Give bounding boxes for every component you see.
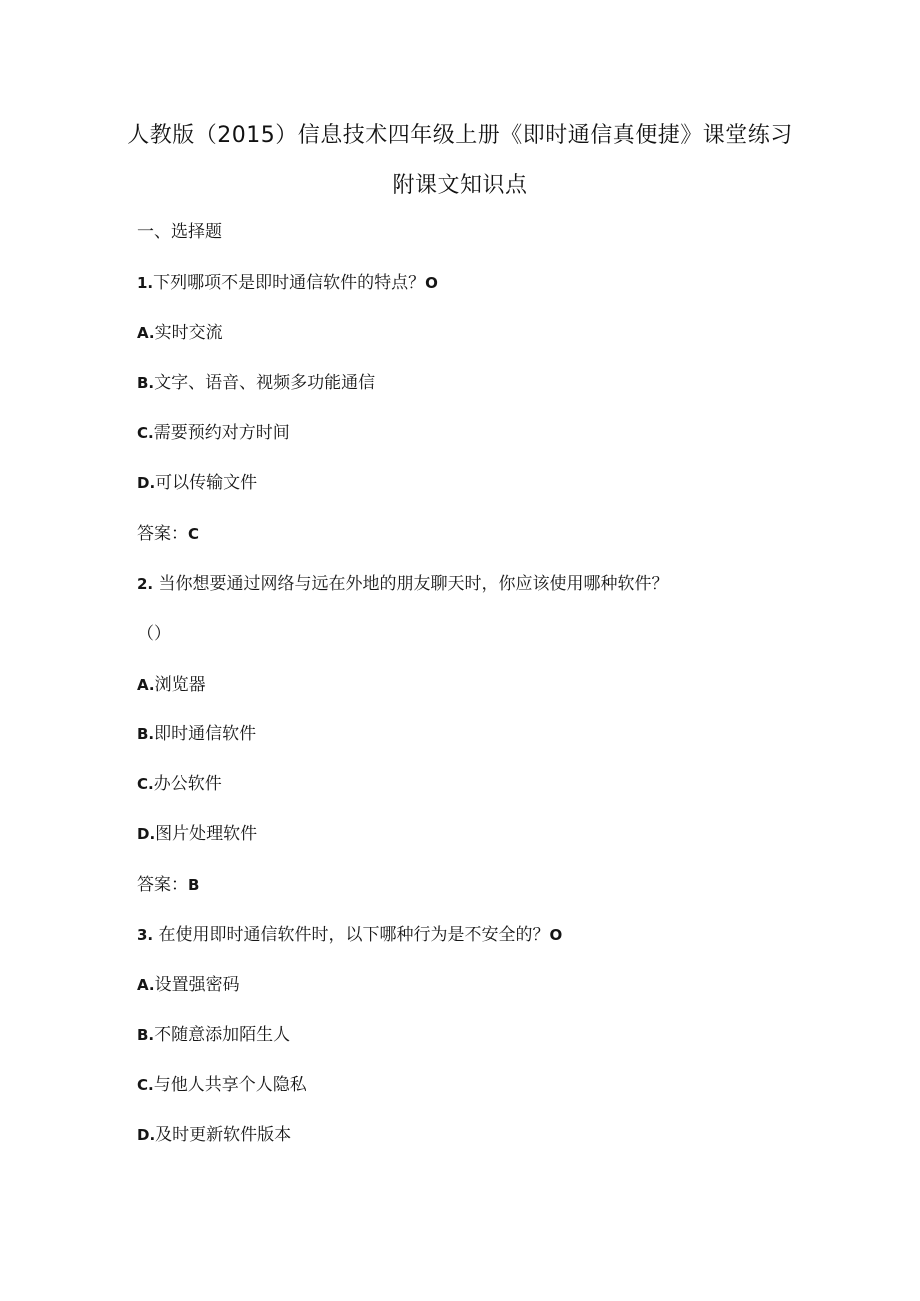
answer-value: B — [188, 876, 200, 894]
option-d — [137, 471, 257, 495]
option-c — [137, 1073, 307, 1097]
question-3 — [137, 923, 562, 947]
question-text: 当你想要通过网络与远在外地的朋友聊天时，你应该使用哪种软件？ — [153, 574, 669, 594]
option-letter: B. — [137, 1026, 155, 1044]
option-a — [137, 321, 223, 345]
question-text: 下列哪项不是即时通信软件的特点？ — [153, 273, 426, 293]
option-letter: B. — [137, 374, 155, 392]
answer-line — [137, 522, 199, 546]
option-a — [137, 673, 206, 697]
answer-blank: O — [549, 926, 563, 944]
option-d — [137, 822, 257, 846]
question-2 — [137, 572, 669, 596]
document-title: 人教版（2015）信息技术四年级上册《即时通信真便捷》课堂练习 — [127, 123, 793, 148]
option-letter: A. — [137, 976, 155, 994]
document-subtitle: 附课文知识点 — [392, 173, 528, 198]
answer-blank: O — [425, 274, 438, 292]
option-letter: D. — [137, 474, 156, 492]
question-number: 2. — [137, 575, 154, 593]
question-number: 1. — [137, 274, 154, 292]
answer-value: C — [188, 525, 200, 543]
option-text: 即时通信软件 — [154, 724, 257, 744]
option-letter: A. — [137, 324, 155, 342]
option-text: 及时更新软件版本 — [155, 1125, 292, 1145]
option-letter: D. — [137, 1126, 156, 1144]
question-number: 3. — [137, 926, 154, 944]
option-b — [137, 1023, 290, 1047]
option-text: 浏览器 — [154, 675, 206, 695]
option-text: 不随意添加陌生人 — [154, 1025, 291, 1045]
answer-blank-line — [137, 622, 171, 646]
question-1 — [137, 271, 438, 295]
answer-blank: （） — [137, 624, 171, 644]
option-text: 与他人共享个人隐私 — [153, 1075, 307, 1095]
option-letter: D. — [137, 825, 156, 843]
option-letter: C. — [137, 775, 154, 793]
option-letter: A. — [137, 676, 155, 694]
option-text: 实时交流 — [154, 323, 223, 343]
option-d — [137, 1123, 291, 1147]
answer-label: 答案： — [137, 524, 188, 544]
option-letter: B. — [137, 725, 155, 743]
option-text: 图片处理软件 — [155, 824, 258, 844]
option-a — [137, 973, 240, 997]
question-text: 在使用即时通信软件时，以下哪种行为是不安全的？ — [153, 925, 550, 945]
answer-label: 答案： — [137, 875, 188, 895]
option-c — [137, 421, 290, 445]
option-b — [137, 722, 256, 746]
option-text: 设置强密码 — [154, 975, 240, 995]
option-text: 需要预约对方时间 — [153, 423, 290, 443]
option-text: 可以传输文件 — [155, 473, 258, 493]
answer-line — [137, 873, 199, 897]
section-heading: 一、选择题 — [137, 222, 222, 242]
option-c — [137, 772, 222, 796]
option-text: 文字、语音、视频多功能通信 — [154, 373, 376, 393]
option-letter: C. — [137, 424, 154, 442]
option-b — [137, 371, 375, 395]
option-text: 办公软件 — [153, 774, 222, 794]
option-letter: C. — [137, 1076, 154, 1094]
